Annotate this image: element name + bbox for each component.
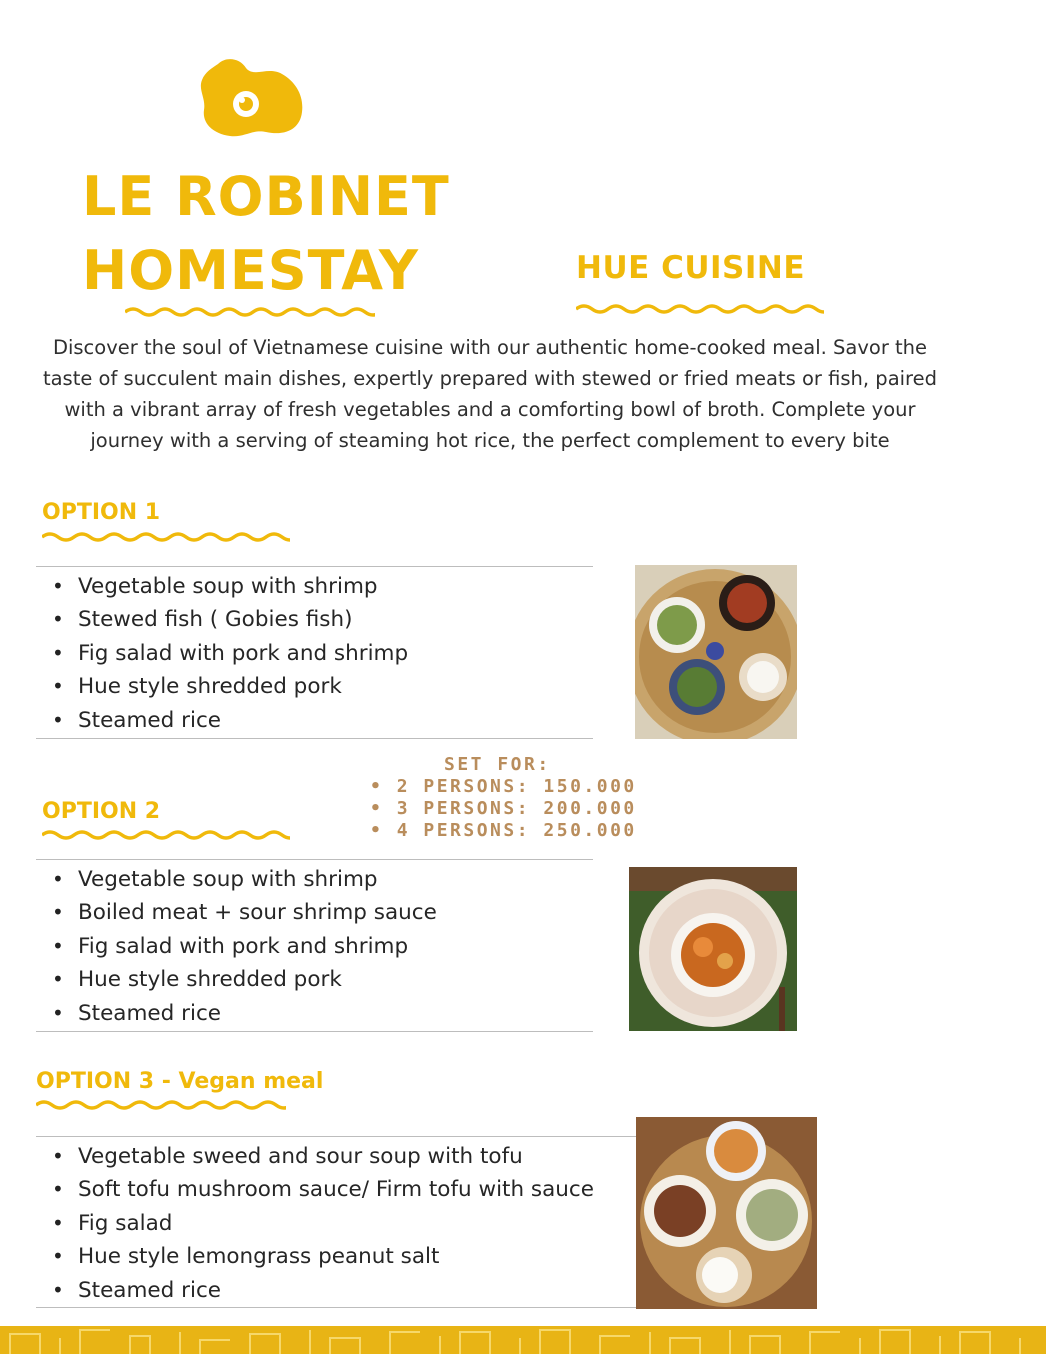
pricing-heading: SET FOR: — [444, 754, 551, 775]
bullet-icon: • — [52, 607, 64, 632]
footer-pattern-bar — [0, 1326, 1046, 1354]
list-item: • Hue style shredded pork — [52, 963, 437, 996]
list-item: • Vegetable sweed and sour soup with tofu — [52, 1140, 594, 1173]
list-item: • Steamed rice — [52, 997, 437, 1030]
bullet-icon: • — [52, 1177, 64, 1202]
list-item: • Fig salad with pork and shrimp — [52, 930, 437, 963]
list-item: • Vegetable soup with shrimp — [52, 570, 408, 603]
option-3-bottom-rule — [36, 1307, 636, 1308]
price-tier: • 3 PERSONS: 200.000 — [370, 798, 637, 819]
price-tier: • 2 PERSONS: 150.000 — [370, 776, 637, 797]
bullet-icon: • — [370, 776, 384, 797]
option-3-dish-list — [52, 1140, 594, 1307]
brand-line-1: LE ROBINET — [82, 165, 450, 228]
option-3-top-rule — [36, 1136, 636, 1137]
bullet-icon: • — [52, 640, 64, 665]
bullet-icon: • — [52, 1144, 64, 1168]
bullet-icon: • — [52, 674, 64, 699]
list-item: • Steamed rice — [52, 1274, 594, 1307]
bullet-icon: • — [52, 1244, 64, 1269]
bullet-icon: • — [52, 1277, 64, 1302]
option-3-food-photo — [636, 1117, 817, 1309]
option-3-title: OPTION 3 - Vegan meal — [36, 1069, 324, 1094]
list-item: • Boiled meat + sour shrimp sauce — [52, 896, 437, 929]
list-item: • Soft tofu mushroom sauce/ Firm tofu with sauce — [52, 1173, 594, 1206]
option-2-wave — [42, 828, 290, 842]
option-2-title: OPTION 2 — [42, 799, 161, 824]
list-item: • Vegetable soup with shrimp — [52, 863, 437, 896]
bullet-icon: • — [52, 867, 64, 891]
list-item: • Fig salad — [52, 1207, 594, 1240]
list-item: • Stewed fish ( Gobies fish) — [52, 603, 408, 636]
bullet-icon: • — [370, 820, 384, 841]
option-2-bottom-rule — [36, 1031, 593, 1032]
bullet-icon: • — [52, 967, 64, 992]
list-item: • Hue style shredded pork — [52, 670, 408, 703]
pricing-block — [370, 754, 637, 842]
brand-title — [82, 160, 450, 308]
option-1-food-photo — [635, 565, 797, 739]
option-2-dish-list — [52, 863, 437, 1030]
option-1-wave — [42, 530, 290, 544]
section-title: HUE CUISINE — [576, 250, 806, 286]
brand-line-2: HOMESTAY — [82, 239, 419, 302]
list-item: • Hue style lemongrass peanut salt — [52, 1240, 594, 1273]
list-item: • Fig salad with pork and shrimp — [52, 637, 408, 670]
list-item: • Steamed rice — [52, 704, 408, 737]
option-1-title: OPTION 1 — [42, 500, 161, 525]
option-2-food-photo — [629, 867, 797, 1031]
brand-underline-wave — [125, 305, 375, 319]
option-3-wave — [36, 1098, 286, 1112]
bullet-icon: • — [52, 574, 64, 598]
bullet-icon: • — [52, 933, 64, 958]
option-1-top-rule — [36, 566, 593, 567]
price-tier: • 4 PERSONS: 250.000 — [370, 820, 637, 841]
option-1-bottom-rule — [36, 738, 593, 739]
option-1-dish-list — [52, 570, 408, 737]
bullet-icon: • — [52, 707, 64, 732]
bullet-icon: • — [370, 798, 384, 819]
bullet-icon: • — [52, 1210, 64, 1235]
bullet-icon: • — [52, 1000, 64, 1025]
intro-paragraph: Discover the soul of Vietnamese cuisine with our authentic home-cooked meal. Savor the taste of succulent main dishes, expertly prepared with stewed or fried meats or fish, paired with a vibrant array of fresh vegetables and a comforting bowl of broth. Complete your journey with a serving of steaming hot rice, the perfect complement to every bite — [42, 336, 938, 452]
bullet-icon: • — [52, 900, 64, 925]
option-2-top-rule — [36, 859, 593, 860]
egg-logo-icon — [196, 56, 306, 142]
section-title-wave — [576, 302, 824, 316]
